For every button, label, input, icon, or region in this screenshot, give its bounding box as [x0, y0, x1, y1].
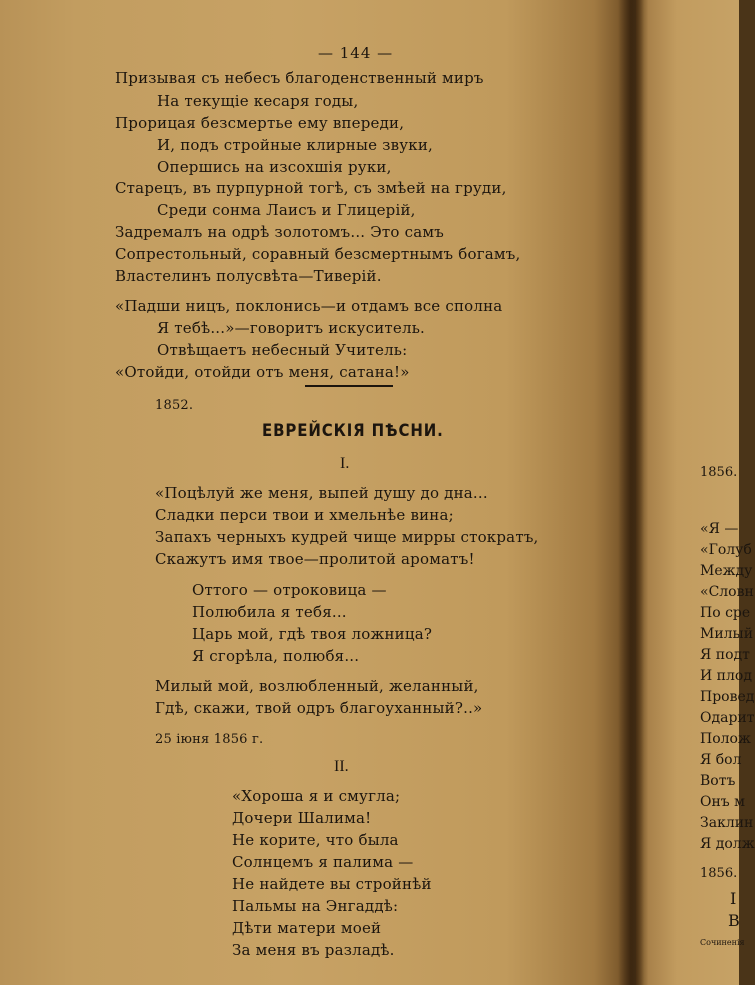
- poem-line: Дѣти матери моей: [232, 919, 382, 937]
- poem-line: Оттого — отроковица —: [192, 581, 387, 599]
- right-page-fragment: Провед: [700, 689, 755, 705]
- poem-line: Среди сонма Лаисъ и Глицерій,: [157, 201, 416, 219]
- poem-line: «Хороша я и смугла;: [232, 787, 401, 805]
- poem-line: Прорицая безсмертье ему впереди,: [115, 114, 405, 132]
- right-page-fragment: Полож: [700, 731, 751, 747]
- poem-line: «Поцѣлуй же меня, выпей душу до дна...: [155, 484, 488, 502]
- right-page-fragment: Вотъ: [700, 773, 736, 789]
- right-page-fragment: Я бол: [700, 752, 742, 768]
- right-page-date: 1856.: [700, 866, 738, 881]
- right-page-fragment: «Я —: [700, 521, 739, 537]
- poem-line: Отвѣщаетъ небесный Учитель:: [157, 341, 408, 359]
- right-page-fragment: Одарит: [700, 710, 755, 726]
- right-page-letter: I: [730, 889, 737, 908]
- right-page-fragment: «Голуб: [700, 542, 752, 558]
- poem-line: Призывая съ небесъ благоденственный миръ: [115, 69, 484, 87]
- poem-line: За меня въ разладѣ.: [232, 941, 395, 959]
- poem-line: На текущіе кесаря годы,: [157, 92, 359, 110]
- poem-line: Не корите, что была: [232, 831, 399, 849]
- right-page-fragment: Между: [700, 563, 753, 579]
- right-page-footer: Сочиненія: [700, 938, 745, 947]
- right-page-date: 1856.: [700, 465, 738, 480]
- page-number: — 144 —: [318, 44, 394, 62]
- poem-date: 25 іюня 1856 г.: [155, 732, 264, 747]
- poem-line: Я тебѣ...»—говоритъ искуситель.: [157, 319, 426, 337]
- poem-line: Не найдете вы стройнѣй: [232, 875, 432, 893]
- poem-line: Властелинъ полусвѣта—Тиверій.: [115, 267, 382, 285]
- right-page-fragment: «Словн: [700, 584, 754, 600]
- book-gutter: [618, 0, 644, 985]
- poem-line: Дочери Шалима!: [232, 809, 372, 827]
- poem-line: Полюбила я тебя...: [192, 603, 347, 621]
- part-numeral: I.: [340, 455, 350, 472]
- poem-line: Милый мой, возлюбленный, желанный,: [155, 677, 479, 695]
- right-page-letter: В: [728, 911, 740, 930]
- right-page-fragment: По сре: [700, 605, 751, 621]
- poem-line: Царь мой, гдѣ твоя ложница?: [192, 625, 433, 643]
- right-page-fragment: И плод: [700, 668, 752, 684]
- poem-line: Запахъ черныхъ кудрей чище мирры стократъ,: [155, 528, 539, 546]
- poem-line: «Падши ницъ, поклонись—и отдамъ все сполна: [115, 297, 503, 315]
- poem-line: Гдѣ, скажи, твой одръ благоуханный?..»: [155, 699, 483, 717]
- poem-line: Опершись на изсохшія руки,: [157, 158, 392, 176]
- poem-line: Задремалъ на одрѣ золотомъ... Это самъ: [115, 223, 444, 241]
- poem-line: И, подъ стройные клирные звуки,: [157, 136, 433, 154]
- right-page-fragment: Онъ м: [700, 794, 746, 810]
- poem-line: Сопрестольный, соравный безсмертнымъ богамъ,: [115, 245, 521, 263]
- section-divider: [305, 385, 393, 387]
- poem-line: «Отойди, отойди отъ меня, сатана!»: [115, 363, 410, 381]
- poem-line: Сладки перси твои и хмельнѣе вина;: [155, 506, 454, 524]
- poem-line: Пальмы на Энгаддѣ:: [232, 897, 399, 915]
- poem-line: Скажутъ имя твое—пролитой ароматъ!: [155, 550, 475, 568]
- right-page-fragment: Заклин: [700, 815, 754, 831]
- right-page-fragment: Я долж: [700, 836, 755, 852]
- poem-line: Солнцемъ я палима —: [232, 853, 414, 871]
- poem-line: Я сгорѣла, полюбя...: [192, 647, 360, 665]
- right-page-fragment: Милый: [700, 626, 754, 642]
- poem-date: 1852.: [155, 398, 194, 413]
- poem-line: Старецъ, въ пурпурной тогѣ, съ змѣей на груди,: [115, 179, 507, 197]
- section-title: ЕВРЕЙСКІЯ ПѢСНИ.: [262, 421, 444, 441]
- part-numeral: II.: [334, 758, 349, 775]
- right-page-fragment: Я подт: [700, 647, 750, 663]
